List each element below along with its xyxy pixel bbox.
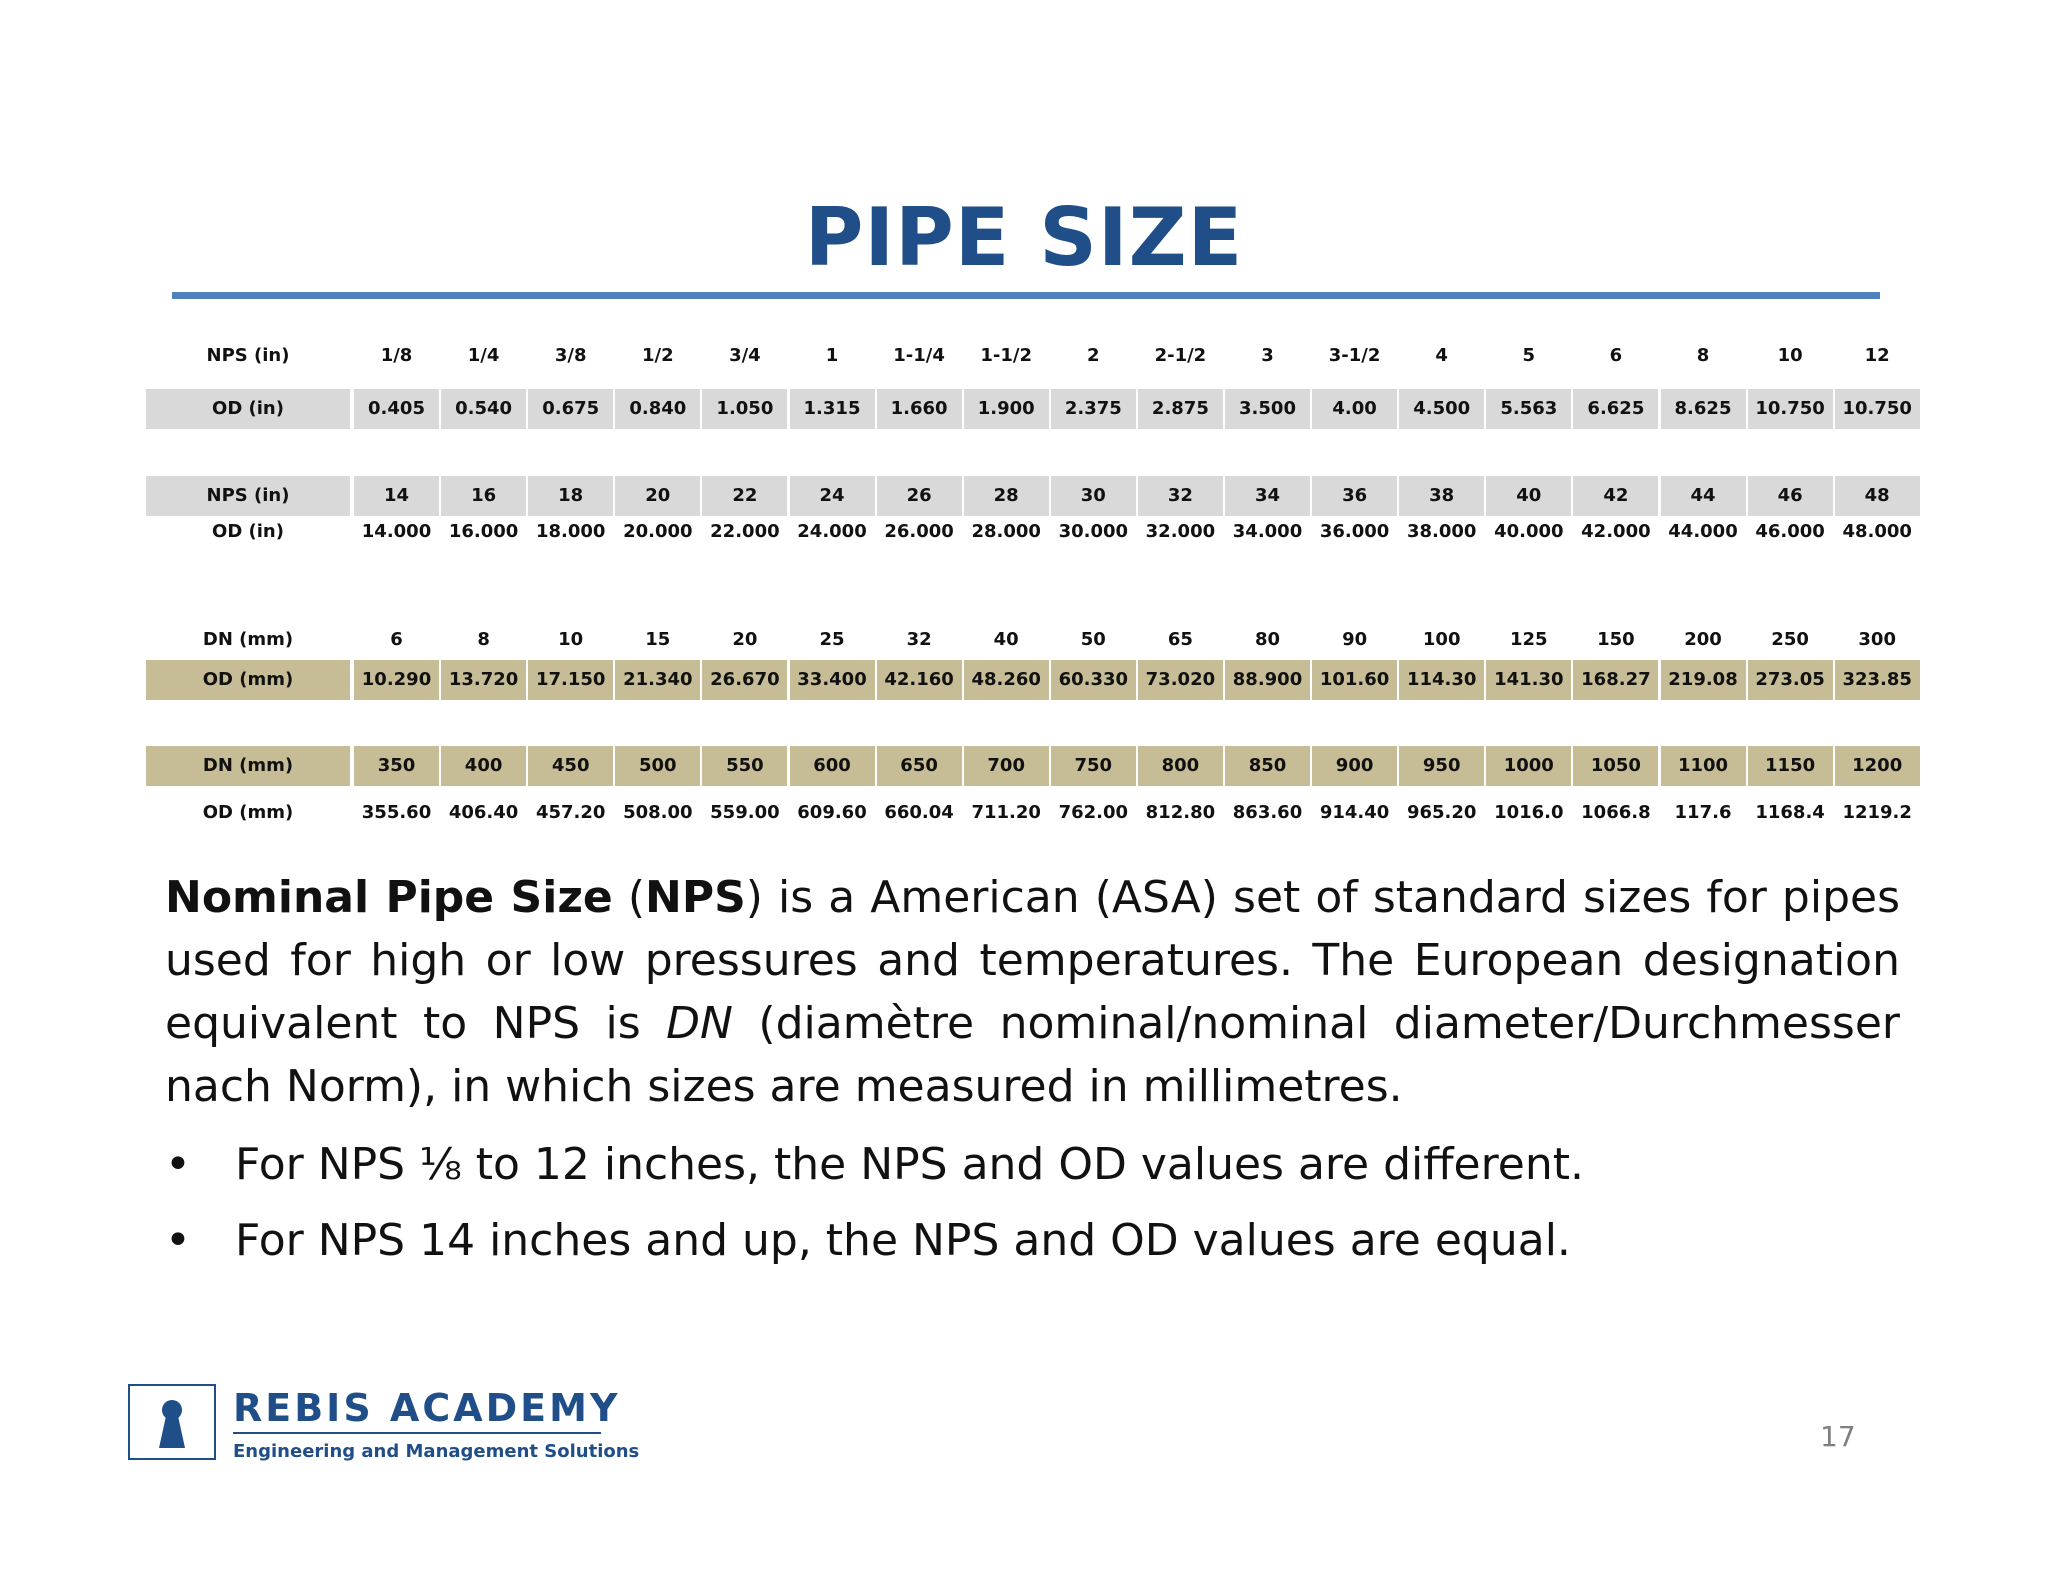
logo-name: REBIS ACADEMY: [233, 1386, 621, 1430]
table-cell: 2.375: [1051, 389, 1136, 429]
table-cell: 1066.8: [1581, 802, 1651, 823]
table-cell: 650: [877, 746, 962, 786]
table-cell: 1016.0: [1494, 802, 1564, 823]
table-cell: 32: [906, 629, 932, 650]
table-cell: 355.60: [361, 802, 432, 823]
table-cell: 14: [354, 476, 439, 516]
table-cell: 600: [790, 746, 875, 786]
table-cell: 20.000: [623, 521, 693, 542]
table-cell: 406.40: [448, 802, 519, 823]
table-cell: 32.000: [1145, 521, 1216, 542]
table-cell: 250: [1771, 629, 1809, 650]
table-cell: 15: [645, 629, 671, 650]
table-cell: 1050: [1573, 746, 1658, 786]
table-cell: 40.000: [1494, 521, 1564, 542]
table-cell: 5.563: [1486, 389, 1571, 429]
table-cell: 1.900: [964, 389, 1049, 429]
table-cell: 711.20: [971, 802, 1041, 823]
table-cell: 25: [819, 629, 845, 650]
table-cell: 26.000: [884, 521, 954, 542]
table-cell: 1.315: [790, 389, 875, 429]
table-cell: 10: [1777, 345, 1803, 366]
row-label: OD (in): [212, 521, 284, 542]
table-cell: 44.000: [1668, 521, 1738, 542]
table-cell: 48.000: [1842, 521, 1912, 542]
table-cell: 863.60: [1232, 802, 1303, 823]
table-cell: 1219.2: [1842, 802, 1912, 823]
table-cell: 900: [1312, 746, 1397, 786]
row-label: OD (in): [146, 389, 350, 429]
table-cell: 10.750: [1748, 389, 1833, 429]
table-cell: 850: [1225, 746, 1310, 786]
table-cell: 17.150: [528, 660, 613, 700]
table-cell: 1: [825, 345, 839, 366]
table-cell: 168.27: [1573, 660, 1658, 700]
table-cell: 22: [702, 476, 787, 516]
table-cell: 1100: [1661, 746, 1746, 786]
table-cell: 1-1/4: [893, 345, 945, 366]
page-number: 17: [1820, 1420, 1856, 1453]
paragraph-text-1: ) is a American (ASA) set of standard sizes for pipes used for high or low pressures and temperatures. The European designation equivalent to NPS is: [165, 872, 1900, 1049]
table-cell: 2.875: [1138, 389, 1223, 429]
table-cell: 100: [1422, 629, 1461, 650]
table-cell: 660.04: [884, 802, 954, 823]
table-cell: 1200: [1835, 746, 1920, 786]
table-cell: 117.6: [1674, 802, 1732, 823]
table-cell: 6: [1609, 345, 1623, 366]
row-label: NPS (in): [146, 476, 350, 516]
table-cell: 2-1/2: [1154, 345, 1207, 366]
table-cell: 21.340: [615, 660, 700, 700]
table-cell: 60.330: [1051, 660, 1136, 700]
table-cell: 6: [390, 629, 403, 650]
table-cell: 46: [1748, 476, 1833, 516]
table-cell: 65: [1167, 629, 1193, 650]
table-cell: 323.85: [1835, 660, 1920, 700]
table-cell: 22.000: [710, 521, 780, 542]
table-cell: 42: [1573, 476, 1658, 516]
table-cell: 24.000: [797, 521, 867, 542]
table-cell: 26.670: [702, 660, 787, 700]
table-cell: 36.000: [1319, 521, 1390, 542]
logo-tagline: Engineering and Management Solutions: [233, 1441, 640, 1462]
table-cell: 0.840: [615, 389, 700, 429]
table-cell: 90: [1342, 629, 1368, 650]
row-label: DN (mm): [146, 746, 350, 786]
table-cell: 3.500: [1225, 389, 1310, 429]
table-cell: 1150: [1748, 746, 1833, 786]
table-cell: 10.290: [354, 660, 439, 700]
table-cell: 20: [732, 629, 758, 650]
row-label: OD (mm): [146, 660, 350, 700]
table-cell: 20: [615, 476, 700, 516]
table-cell: 28: [964, 476, 1049, 516]
table-cell: 1.050: [702, 389, 787, 429]
table-cell: 101.60: [1312, 660, 1397, 700]
table-cell: 26: [877, 476, 962, 516]
table-cell: 30.000: [1058, 521, 1129, 542]
table-cell: 38: [1399, 476, 1484, 516]
table-cell: 32: [1138, 476, 1223, 516]
table-cell: 300: [1858, 629, 1896, 650]
table-cell: 914.40: [1319, 802, 1390, 823]
table-cell: 3-1/2: [1328, 345, 1381, 366]
table-cell: 762.00: [1058, 802, 1129, 823]
row-label: OD (mm): [202, 802, 294, 823]
table-cell: 42.000: [1581, 521, 1651, 542]
bullet-dot: •: [165, 1215, 191, 1266]
table-cell: 10: [558, 629, 584, 650]
table-cell: 273.05: [1748, 660, 1833, 700]
table-cell: 0.675: [528, 389, 613, 429]
paragraph-text-2: (diamètre nominal/nominal diameter/Durchmesser nach Norm), in which sizes are measured in millimetres.: [165, 998, 1900, 1112]
table-cell: 219.08: [1661, 660, 1746, 700]
table-cell: 150: [1597, 629, 1635, 650]
table-cell: 1/8: [380, 345, 413, 366]
table-cell: 508.00: [623, 802, 693, 823]
table-cell: 1168.4: [1755, 802, 1825, 823]
row-label: DN (mm): [202, 629, 294, 650]
table-cell: 2: [1087, 345, 1100, 366]
table-cell: 350: [354, 746, 439, 786]
table-cell: 8: [1696, 345, 1710, 366]
table-cell: 18: [528, 476, 613, 516]
row-label: NPS (in): [206, 345, 290, 366]
table-cell: 400: [441, 746, 526, 786]
table-cell: 48: [1835, 476, 1920, 516]
table-cell: 38.000: [1406, 521, 1477, 542]
table-cell: 16.000: [448, 521, 519, 542]
table-cell: 1/4: [467, 345, 500, 366]
table-cell: 46.000: [1755, 521, 1825, 542]
paren-open: (: [612, 872, 645, 923]
table-cell: 40: [993, 629, 1019, 650]
table-cell: 609.60: [797, 802, 867, 823]
abbr-nps: NPS: [645, 872, 746, 923]
table-cell: 50: [1080, 629, 1106, 650]
table-cell: 40: [1486, 476, 1571, 516]
table-cell: 33.400: [790, 660, 875, 700]
table-cell: 88.900: [1225, 660, 1310, 700]
table-cell: 34.000: [1232, 521, 1303, 542]
table-cell: 28.000: [971, 521, 1041, 542]
page-title: PIPE SIZE: [804, 191, 1244, 284]
bullet-text: For NPS 14 inches and up, the NPS and OD values are equal.: [235, 1215, 1571, 1266]
table-cell: 10.750: [1835, 389, 1920, 429]
table-cell: 1/2: [641, 345, 674, 366]
bullet-text: For NPS ⅛ to 12 inches, the NPS and OD values are different.: [235, 1139, 1584, 1190]
table-cell: 13.720: [441, 660, 526, 700]
table-cell: 34: [1225, 476, 1310, 516]
table-cell: 3: [1261, 345, 1274, 366]
table-cell: 559.00: [710, 802, 780, 823]
table-cell: 12: [1864, 345, 1890, 366]
table-cell: 36: [1312, 476, 1397, 516]
table-cell: 80: [1254, 629, 1281, 650]
table-cell: 48.260: [964, 660, 1049, 700]
abbr-dn: DN: [666, 998, 733, 1049]
table-cell: 4: [1435, 345, 1448, 366]
table-cell: 24: [790, 476, 875, 516]
table-cell: 5: [1522, 345, 1536, 366]
table-cell: 114.30: [1399, 660, 1484, 700]
table-cell: 3/4: [729, 345, 761, 366]
table-cell: 457.20: [535, 802, 606, 823]
logo-divider: [233, 1432, 601, 1434]
table-cell: 125: [1510, 629, 1548, 650]
table-cell: 8.625: [1661, 389, 1746, 429]
description-paragraph: [165, 866, 1900, 1118]
table-cell: 1-1/2: [980, 345, 1032, 366]
table-cell: 4.500: [1399, 389, 1484, 429]
keyhole-icon: [130, 1386, 214, 1458]
table-cell: 750: [1051, 746, 1136, 786]
title-underline: [172, 292, 1880, 299]
table-cell: 18.000: [535, 521, 606, 542]
table-cell: 812.80: [1145, 802, 1216, 823]
table-cell: 16: [441, 476, 526, 516]
table-cell: 3/8: [554, 345, 587, 366]
table-cell: 141.30: [1486, 660, 1571, 700]
table-cell: 200: [1684, 629, 1722, 650]
bullet-dot: •: [165, 1139, 191, 1190]
table-cell: 8: [477, 629, 490, 650]
table-cell: 0.405: [354, 389, 439, 429]
logo-mark: [128, 1384, 216, 1460]
table-cell: 1000: [1486, 746, 1571, 786]
table-cell: 450: [528, 746, 613, 786]
table-cell: 700: [964, 746, 1049, 786]
table-cell: 42.160: [877, 660, 962, 700]
table-cell: 1.660: [877, 389, 962, 429]
table-cell: 550: [702, 746, 787, 786]
table-cell: 950: [1399, 746, 1484, 786]
table-cell: 30: [1051, 476, 1136, 516]
table-cell: 800: [1138, 746, 1223, 786]
table-cell: 500: [615, 746, 700, 786]
term-nps: Nominal Pipe Size: [165, 872, 613, 923]
table-cell: 965.20: [1406, 802, 1477, 823]
table-cell: 14.000: [361, 521, 432, 542]
table-cell: 44: [1661, 476, 1746, 516]
table-cell: 4.00: [1312, 389, 1397, 429]
table-cell: 73.020: [1138, 660, 1223, 700]
table-cell: 0.540: [441, 389, 526, 429]
table-cell: 6.625: [1573, 389, 1658, 429]
